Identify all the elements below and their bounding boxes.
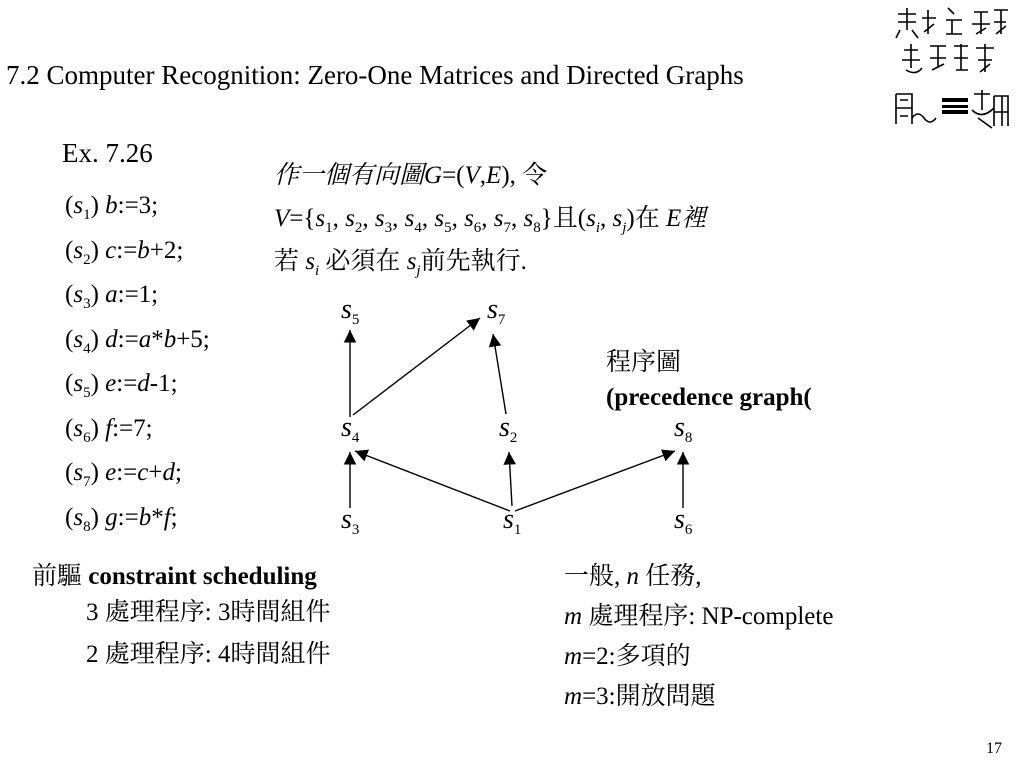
slide-title: 7.2 Computer Recognition: Zero-One Matrices and Directed Graphs: [6, 60, 744, 90]
precedence-label-english: (precedence graph(: [606, 384, 812, 411]
statement-s5: $(s_5)$ e:=d-1;: [65, 370, 178, 401]
graph-node-s3: $s_3$: [341, 504, 360, 538]
constraint-line-2: 2 處理程序: 4時間組件: [86, 641, 331, 668]
graph-node-s5: $s_5$: [341, 294, 360, 328]
general-line-2: m 處理程序: NP-complete: [564, 603, 834, 630]
statement-s8: $(s_8)$ g:=b*f;: [65, 503, 178, 535]
statement-s2: $(s_2)$ c:=b+2;: [65, 236, 184, 268]
statement-s4: $(s_4)$ d:=a*b+5;: [65, 325, 210, 357]
page-number: 17: [986, 740, 1002, 757]
graph-node-s4: $s_4$: [341, 412, 360, 446]
statement-s1: $(s_1)$ b:=3;: [65, 192, 159, 223]
edge-s2-s7: [493, 334, 506, 414]
edge-s1-s4: [355, 451, 510, 511]
intro-line-2: $V=\{s_1$, $s_2$, $s_3$, $s_4$, $s_5$, $s_6$, $s_7$, $s_8$}且($s_i$, $s_j$)在 E裡: [274, 205, 707, 236]
constraint-line-1: 3 處理程序: 3時間組件: [86, 599, 331, 626]
edge-s1-s2: [509, 452, 512, 506]
graph-node-s8: $s_8$: [674, 412, 693, 446]
precedence-label-chinese: 程序圖: [606, 349, 682, 376]
statement-s3: $(s_3)$ a:=1;: [65, 281, 159, 312]
general-line-1: 一般, n 任務,: [564, 563, 702, 590]
graph-node-s2: $s_2$: [499, 412, 518, 446]
intro-line-3: 若 $s_i$ 必須在 $s_j$前先執行.: [274, 248, 527, 279]
graph-node-s1: $s_1$: [503, 504, 522, 538]
graph-node-s7: $s_7$: [487, 294, 506, 328]
statement-s6: $(s_6)$ f:=7;: [65, 414, 153, 446]
graph-node-s6: $s_6$: [674, 504, 693, 538]
edge-s1-s8: [515, 451, 675, 511]
constraint-heading: 前驅 constraint scheduling: [32, 563, 317, 590]
general-line-3: m=2:多項的: [564, 643, 691, 670]
intro-line-1: 作一個有向圖G=(V,E), 令: [274, 162, 548, 189]
example-label: Ex. 7.26: [62, 138, 153, 168]
statement-s7: $(s_7)$ e:=c+d;: [65, 459, 182, 490]
general-line-4: m=3:開放問題: [564, 683, 716, 710]
edge-s4-s7: [353, 318, 480, 415]
